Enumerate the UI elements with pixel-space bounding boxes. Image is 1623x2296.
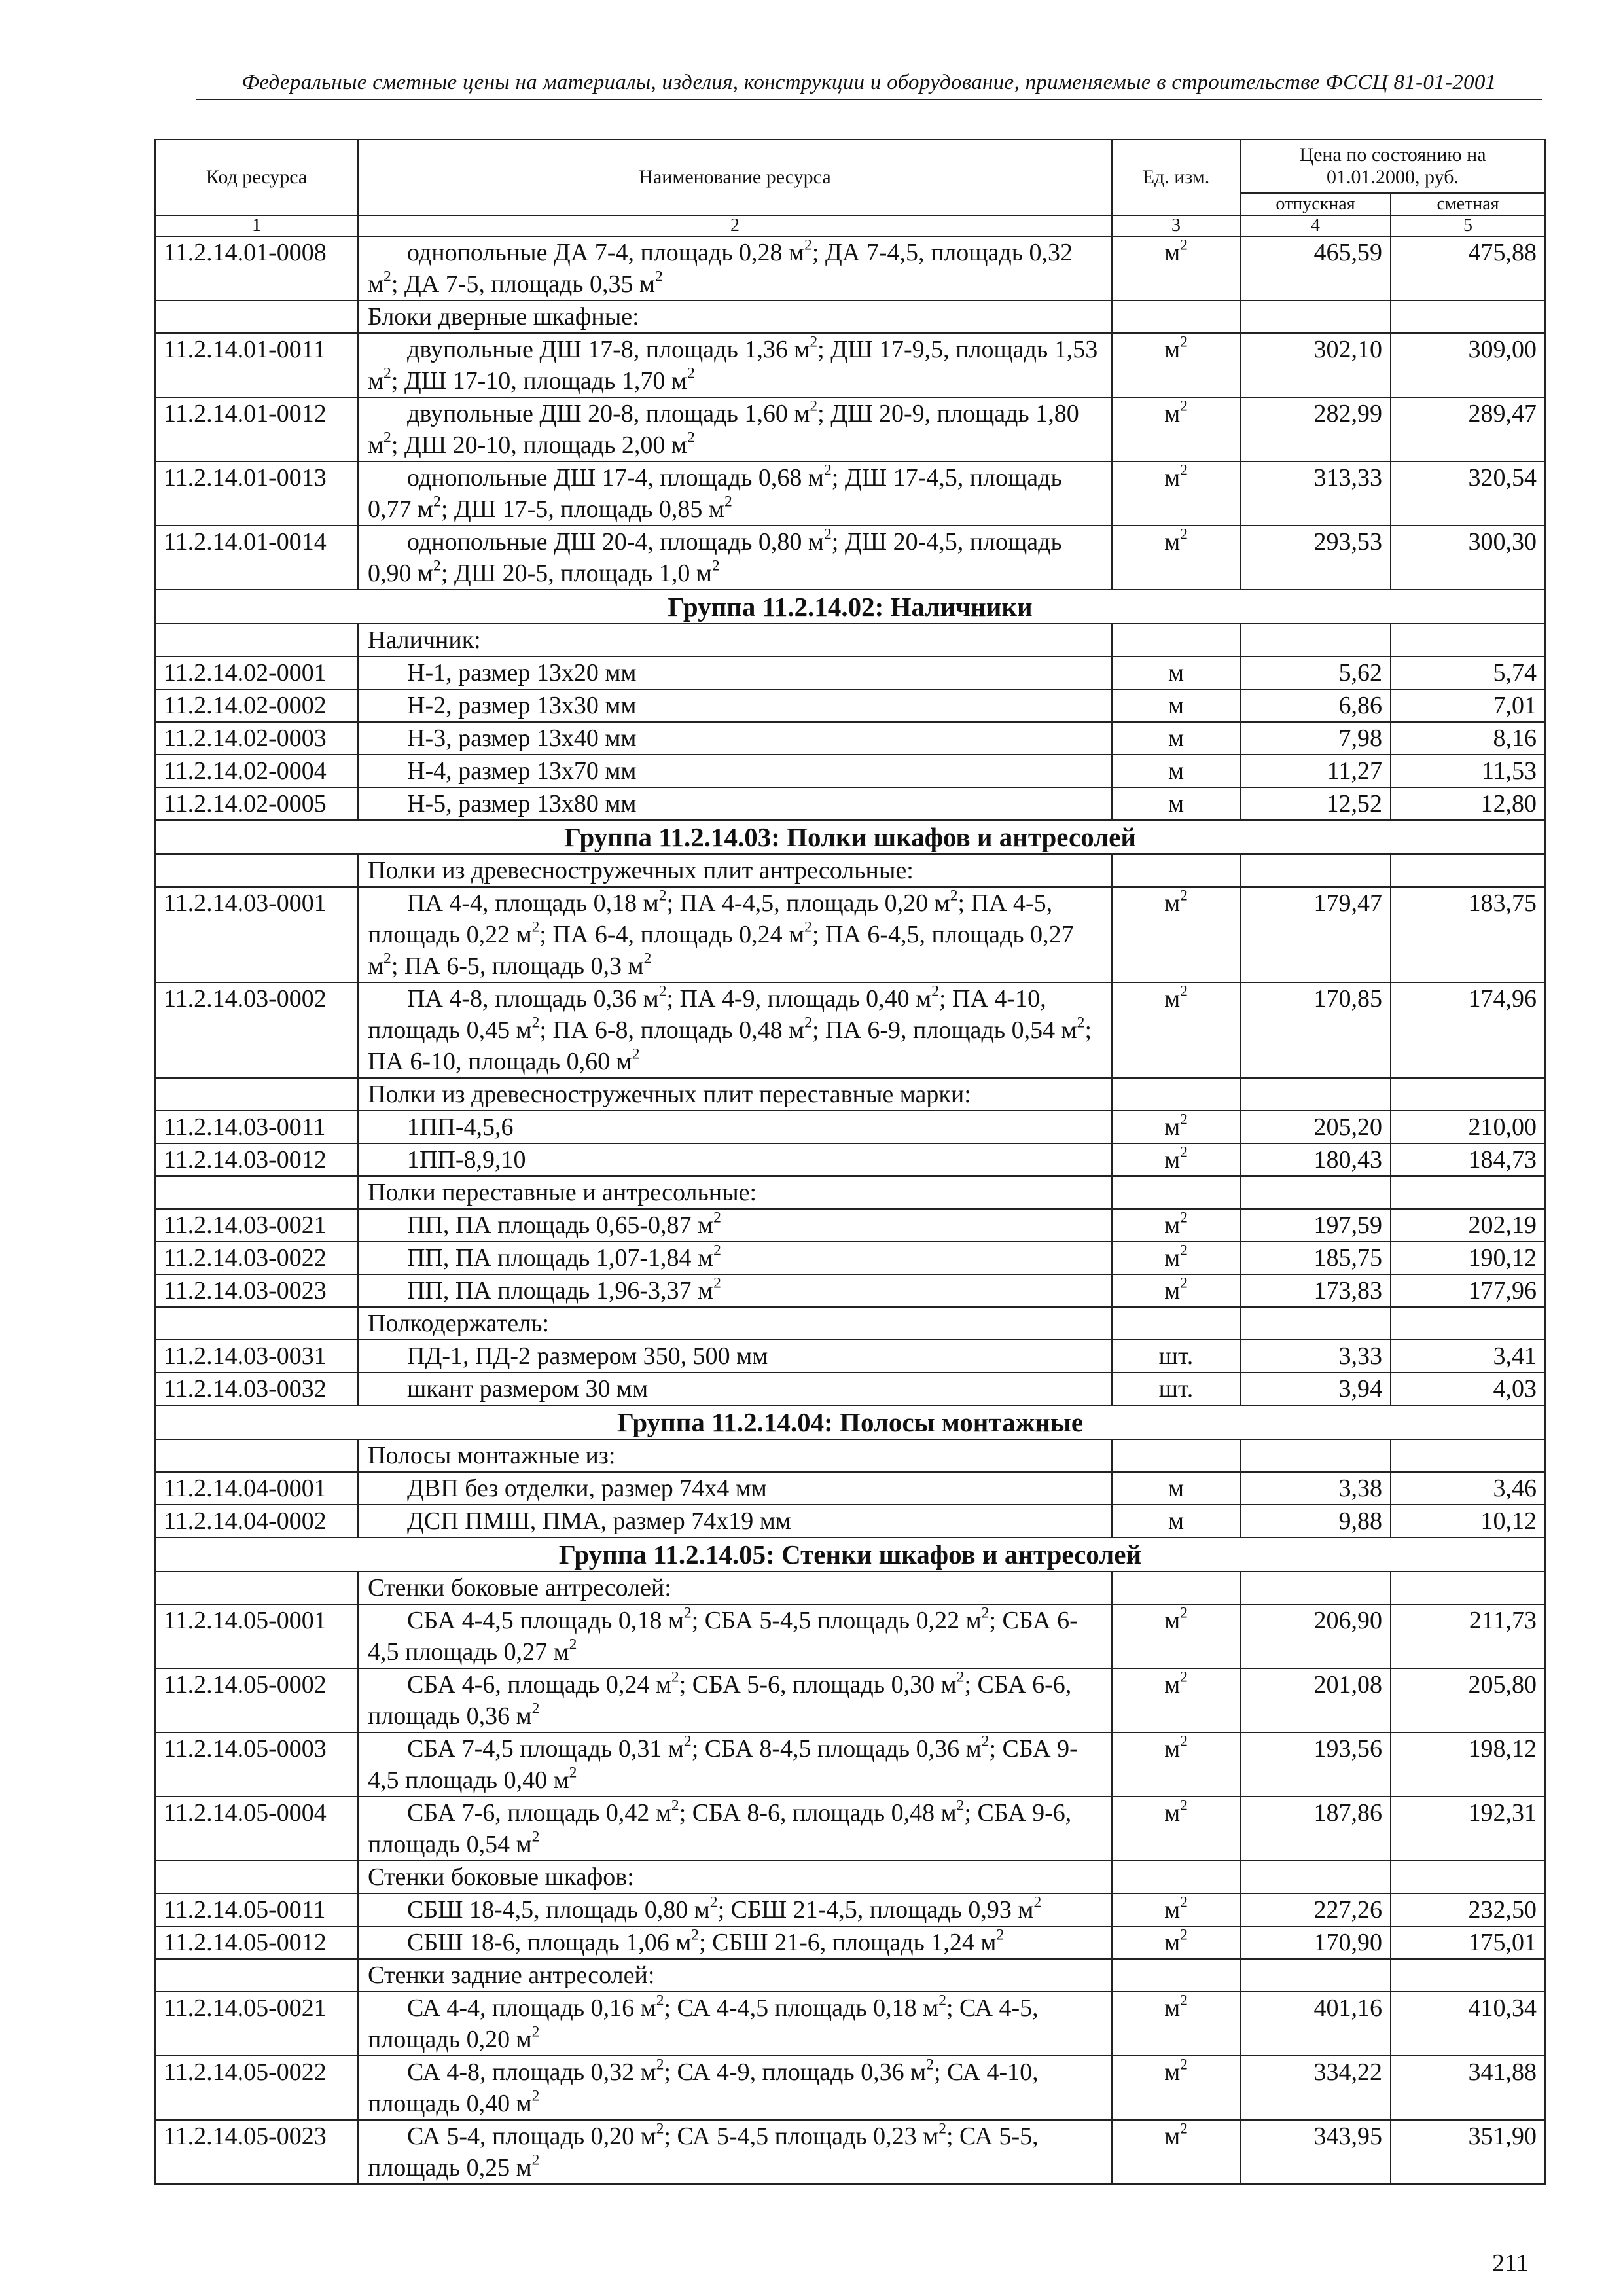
table-row [155,755,1545,787]
resource-code: 11.2.14.05-0004 [155,1797,358,1861]
resource-name [358,526,1112,590]
empty-cell [1240,624,1391,656]
table-row [155,1668,1545,1732]
table-row [155,787,1545,820]
estimate-price: 210,00 [1391,1111,1545,1143]
col-number: 3 [1112,215,1240,236]
empty-cell [1391,854,1545,887]
table-row [155,2120,1545,2184]
release-price: 185,75 [1240,1242,1391,1274]
unit: $м^2$ [1112,1732,1240,1797]
release-price: 302,10 [1240,333,1391,397]
empty-cell [1391,624,1545,656]
resource-name-text: СБА 4-4,5 площадь 0,18 $м^2$; СБА 5-4,5 площадь 0,22 $м^2$; СБА 6-4,5 площадь 0,27 $м^2$ [368,1604,1078,1666]
empty-cell [1391,1571,1545,1604]
col-header-code: Код ресурса [155,139,358,215]
resource-name-text: Н-4, размер 13х70 мм [407,757,637,785]
resource-name [358,689,1112,722]
resource-name-text: СА 5-4, площадь 0,20 $м^2$; СА 5-4,5 площадь 0,23 $м^2$; СА 5-5, площадь 0,25 $м^2$ [368,2120,1039,2181]
unit: $м^2$ [1112,1668,1240,1732]
empty-cell [1240,854,1391,887]
resource-name-text: шкант размером 30 мм [407,1375,649,1403]
resource-name [358,1732,1112,1797]
resource-name-text: двупольные ДШ 17-8, площадь 1,36 $м^2$; ДШ 17-9,5, площадь 1,53 $м^2$; ДШ 17-10, площадь 1,70 $м^2$ [368,333,1098,395]
estimate-price: 202,19 [1391,1209,1545,1242]
unit: $м^2$ [1112,1143,1240,1176]
unit: м [1112,787,1240,820]
col-number: 4 [1240,215,1391,236]
resource-name [358,656,1112,689]
resource-name [358,2056,1112,2120]
empty-cell [1112,854,1240,887]
estimate-price: 211,73 [1391,1604,1545,1668]
resource-name [358,2120,1112,2184]
estimate-price: 300,30 [1391,526,1545,590]
subheading: Стенки задние антресолей: [358,1959,1112,1992]
resource-code: 11.2.14.03-0002 [155,982,358,1078]
unit: $м^2$ [1112,333,1240,397]
estimate-price: 5,74 [1391,656,1545,689]
resource-name [358,1926,1112,1959]
resource-name-text: СБШ 18-6, площадь 1,06 $м^2$; СБШ 21-6, площадь 1,24 $м^2$ [407,1926,1005,1956]
table-row [155,1926,1545,1959]
empty-cell [1112,1959,1240,1992]
resource-code: 11.2.14.05-0001 [155,1604,358,1668]
empty-cell [1391,1176,1545,1209]
unit: $м^2$ [1112,1242,1240,1274]
subheading-row [155,854,1545,887]
resource-name [358,722,1112,755]
empty-cell [1112,1571,1240,1604]
empty-code-cell [155,300,358,333]
unit: $м^2$ [1112,397,1240,461]
empty-cell [1112,624,1240,656]
resource-code: 11.2.14.02-0004 [155,755,358,787]
release-price: 179,47 [1240,887,1391,982]
estimate-price: 10,12 [1391,1505,1545,1537]
unit: $м^2$ [1112,1274,1240,1307]
unit: шт. [1112,1340,1240,1372]
unit: $м^2$ [1112,1926,1240,1959]
table-row [155,887,1545,982]
table-row [155,1797,1545,1861]
release-price: 3,33 [1240,1340,1391,1372]
group-heading: Группа 11.2.14.05: Стенки шкафов и антресолей [155,1537,1545,1571]
resource-code: 11.2.14.01-0013 [155,461,358,526]
unit: $м^2$ [1112,1604,1240,1668]
resource-code: 11.2.14.05-0023 [155,2120,358,2184]
release-price: 3,94 [1240,1372,1391,1405]
resource-name [358,787,1112,820]
empty-code-cell [155,854,358,887]
estimate-price: 190,12 [1391,1242,1545,1274]
subheading-row [155,300,1545,333]
group-heading: Группа 11.2.14.03: Полки шкафов и антресолей [155,820,1545,854]
table-row [155,1893,1545,1926]
estimate-price: 205,80 [1391,1668,1545,1732]
col-header-name: Наименование ресурса [358,139,1112,215]
estimate-price: 410,34 [1391,1992,1545,2056]
resource-name-text: Н-1, размер 13х20 мм [407,659,637,687]
resource-name [358,1472,1112,1505]
table-row [155,689,1545,722]
group-heading: Группа 11.2.14.02: Наличники [155,590,1545,624]
resource-name-text: двупольные ДШ 20-8, площадь 1,60 $м^2$; ДШ 20-9, площадь 1,80 $м^2$; ДШ 20-10, площадь 2,00 $м^2$ [368,397,1079,459]
release-price: 193,56 [1240,1732,1391,1797]
table-row [155,1505,1545,1537]
subheading-row [155,1439,1545,1472]
estimate-price: 174,96 [1391,982,1545,1078]
resource-code: 11.2.14.01-0014 [155,526,358,590]
subheading: Полки из древесностружечных плит антресольные: [358,854,1112,887]
table-row [155,1209,1545,1242]
col-number: 5 [1391,215,1545,236]
subheading-row [155,1176,1545,1209]
group-heading-row [155,1537,1545,1571]
resource-name-text: ПА 4-4, площадь 0,18 $м^2$; ПА 4-4,5, площадь 0,20 $м^2$; ПА 4-5, площадь 0,22 $м^2$; ПА 6-4, площадь 0,24 $м^2$; ПА 6-4,5, площадь 0,27 $м^2$; ПА 6-5, площадь 0,3 $м^2$ [368,887,1074,980]
resource-code: 11.2.14.03-0023 [155,1274,358,1307]
empty-cell [1112,1078,1240,1111]
empty-code-cell [155,1078,358,1111]
unit: $м^2$ [1112,1893,1240,1926]
estimate-price: 7,01 [1391,689,1545,722]
release-price: 282,99 [1240,397,1391,461]
resource-name-text: СА 4-4, площадь 0,16 $м^2$; СА 4-4,5 площадь 0,18 $м^2$; СА 4-5, площадь 0,20 $м^2$ [368,1992,1039,2053]
estimate-price: 177,96 [1391,1274,1545,1307]
resource-name-text: СБА 4-6, площадь 0,24 $м^2$; СБА 5-6, площадь 0,30 $м^2$; СБА 6-6, площадь 0,36 $м^2$ [368,1668,1072,1730]
release-price: 227,26 [1240,1893,1391,1926]
unit: м [1112,755,1240,787]
resource-name [358,1372,1112,1405]
resource-name-text: ПП, ПА площадь 1,96-3,37 $м^2$ [407,1274,721,1304]
table-row [155,1111,1545,1143]
empty-cell [1240,1176,1391,1209]
table-row [155,461,1545,526]
empty-cell [1391,1078,1545,1111]
resource-code: 11.2.14.02-0001 [155,656,358,689]
unit: $м^2$ [1112,2056,1240,2120]
resource-code: 11.2.14.05-0012 [155,1926,358,1959]
release-price: 170,85 [1240,982,1391,1078]
empty-cell [1391,1861,1545,1893]
unit: м [1112,1505,1240,1537]
resource-name [358,755,1112,787]
unit: шт. [1112,1372,1240,1405]
resource-name-text: СБА 7-6, площадь 0,42 $м^2$; СБА 8-6, площадь 0,48 $м^2$; СБА 9-6, площадь 0,54 $м^2$ [368,1797,1072,1858]
subheading: Полки из древесностружечных плит переставные марки: [358,1078,1112,1111]
resource-name-text: 1ПП-4,5,6 [407,1113,514,1141]
empty-cell [1391,1959,1545,1992]
release-price: 465,59 [1240,236,1391,300]
release-price: 201,08 [1240,1668,1391,1732]
resource-code: 11.2.14.03-0022 [155,1242,358,1274]
resource-name-text: однопольные ДШ 17-4, площадь 0,68 $м^2$; ДШ 17-4,5, площадь 0,77 $м^2$; ДШ 17-5, площадь 0,85 $м^2$ [368,461,1062,523]
table-row [155,397,1545,461]
resource-name-text: 1ПП-8,9,10 [407,1146,526,1174]
empty-cell [1240,1439,1391,1472]
col-header-estimate: сметная [1391,193,1545,215]
empty-cell [1112,1861,1240,1893]
empty-cell [1391,1307,1545,1340]
subheading: Полки переставные и антресольные: [358,1176,1112,1209]
empty-code-cell [155,1439,358,1472]
estimate-price: 232,50 [1391,1893,1545,1926]
empty-cell [1112,1439,1240,1472]
resource-name [358,1992,1112,2056]
table-row [155,656,1545,689]
col-number: 1 [155,215,358,236]
empty-cell [1240,1861,1391,1893]
estimate-price: 341,88 [1391,2056,1545,2120]
unit: $м^2$ [1112,1992,1240,2056]
resource-code: 11.2.14.02-0005 [155,787,358,820]
resource-name-text: Н-2, размер 13х30 мм [407,692,637,719]
unit: м [1112,722,1240,755]
unit: $м^2$ [1112,2120,1240,2184]
empty-code-cell [155,1861,358,1893]
estimate-price: 3,41 [1391,1340,1545,1372]
estimate-price: 184,73 [1391,1143,1545,1176]
table-row [155,2056,1545,2120]
release-price: 170,90 [1240,1926,1391,1959]
subheading-row [155,1959,1545,1992]
col-header-price: Цена по состоянию на 01.01.2000, руб. [1240,139,1545,193]
resource-name [358,461,1112,526]
empty-cell [1240,1078,1391,1111]
estimate-price: 12,80 [1391,787,1545,820]
empty-cell [1112,1176,1240,1209]
estimate-price: 198,12 [1391,1732,1545,1797]
release-price: 5,62 [1240,656,1391,689]
empty-code-cell [155,1307,358,1340]
resource-code: 11.2.14.01-0012 [155,397,358,461]
resource-name [358,1242,1112,1274]
resource-name [358,1604,1112,1668]
estimate-price: 3,46 [1391,1472,1545,1505]
empty-cell [1240,1571,1391,1604]
resource-code: 11.2.14.02-0003 [155,722,358,755]
subheading: Стенки боковые шкафов: [358,1861,1112,1893]
table-row [155,1732,1545,1797]
resource-name [358,887,1112,982]
release-price: 205,20 [1240,1111,1391,1143]
estimate-price: 192,31 [1391,1797,1545,1861]
resource-code: 11.2.14.03-0021 [155,1209,358,1242]
resource-name [358,1505,1112,1537]
estimate-price: 309,00 [1391,333,1545,397]
release-price: 173,83 [1240,1274,1391,1307]
empty-cell [1240,1307,1391,1340]
table-row [155,333,1545,397]
estimate-price: 351,90 [1391,2120,1545,2184]
resource-name-text: однопольные ДШ 20-4, площадь 0,80 $м^2$; ДШ 20-4,5, площадь 0,90 $м^2$; ДШ 20-5, площадь 1,0 $м^2$ [368,526,1062,587]
unit: $м^2$ [1112,1209,1240,1242]
table-body [155,236,1545,2184]
resource-name-text: СБА 7-4,5 площадь 0,31 $м^2$; СБА 8-4,5 площадь 0,36 $м^2$; СБА 9-4,5 площадь 0,40 $м^2$ [368,1732,1078,1794]
release-price: 343,95 [1240,2120,1391,2184]
table-row [155,1472,1545,1505]
unit: $м^2$ [1112,887,1240,982]
resource-name [358,236,1112,300]
release-price: 11,27 [1240,755,1391,787]
empty-cell [1112,300,1240,333]
release-price: 206,90 [1240,1604,1391,1668]
resource-code: 11.2.14.03-0001 [155,887,358,982]
resource-code: 11.2.14.04-0002 [155,1505,358,1537]
subheading-row [155,1571,1545,1604]
resource-code: 11.2.14.03-0032 [155,1372,358,1405]
subheading: Блоки дверные шкафные: [358,300,1112,333]
resource-code: 11.2.14.04-0001 [155,1472,358,1505]
empty-cell [1240,300,1391,333]
table-row [155,1242,1545,1274]
estimate-price: 4,03 [1391,1372,1545,1405]
empty-code-cell [155,1959,358,1992]
table-row [155,982,1545,1078]
release-price: 187,86 [1240,1797,1391,1861]
subheading: Стенки боковые антресолей: [358,1571,1112,1604]
estimate-price: 8,16 [1391,722,1545,755]
resource-name [358,1668,1112,1732]
resource-code: 11.2.14.05-0022 [155,2056,358,2120]
resource-name [358,1143,1112,1176]
table-row [155,1604,1545,1668]
group-heading-row [155,1405,1545,1439]
resource-name [358,1274,1112,1307]
resource-name-text: однопольные ДА 7-4, площадь 0,28 $м^2$; ДА 7-4,5, площадь 0,32 $м^2$; ДА 7-5, площадь 0,35 $м^2$ [368,236,1073,298]
subheading-row [155,1078,1545,1111]
resource-name-text: Н-3, размер 13х40 мм [407,725,637,752]
resource-code: 11.2.14.05-0003 [155,1732,358,1797]
resource-name-text: ДСП ПМШ, ПМА, размер 74х19 мм [407,1507,791,1535]
release-price: 401,16 [1240,1992,1391,2056]
resource-code: 11.2.14.02-0002 [155,689,358,722]
table-row [155,236,1545,300]
resource-code: 11.2.14.01-0011 [155,333,358,397]
resource-name [358,1893,1112,1926]
empty-code-cell [155,1571,358,1604]
resource-name-text: Н-5, размер 13х80 мм [407,790,637,817]
unit: м [1112,1472,1240,1505]
empty-code-cell [155,1176,358,1209]
unit: $м^2$ [1112,526,1240,590]
resource-name-text: ПД-1, ПД-2 размером 350, 500 мм [407,1342,768,1370]
subheading-row [155,1307,1545,1340]
subheading: Наличник: [358,624,1112,656]
unit: $м^2$ [1112,461,1240,526]
table-row [155,1372,1545,1405]
col-header-release: отпускная [1240,193,1391,215]
resource-name [358,333,1112,397]
release-price: 293,53 [1240,526,1391,590]
table-row [155,722,1545,755]
empty-cell [1391,300,1545,333]
col-number: 2 [358,215,1112,236]
empty-cell [1240,1959,1391,1992]
table-row [155,1143,1545,1176]
release-price: 7,98 [1240,722,1391,755]
table-head [155,139,1545,236]
unit: $м^2$ [1112,236,1240,300]
estimate-price: 11,53 [1391,755,1545,787]
price-table-container [154,139,1544,2185]
subheading: Полосы монтажные из: [358,1439,1112,1472]
resource-code: 11.2.14.03-0011 [155,1111,358,1143]
page-number: 211 [1492,2250,1529,2277]
release-price: 180,43 [1240,1143,1391,1176]
group-heading: Группа 11.2.14.04: Полосы монтажные [155,1405,1545,1439]
resource-name [358,1111,1112,1143]
resource-name-text: СБШ 18-4,5, площадь 0,80 $м^2$; СБШ 21-4,5, площадь 0,93 $м^2$ [407,1893,1042,1924]
resource-name-text: ПП, ПА площадь 1,07-1,84 $м^2$ [407,1242,721,1272]
release-price: 12,52 [1240,787,1391,820]
col-header-unit: Ед. изм. [1112,139,1240,215]
resource-name [358,982,1112,1078]
table-row [155,1992,1545,2056]
release-price: 334,22 [1240,2056,1391,2120]
estimate-price: 183,75 [1391,887,1545,982]
unit: м [1112,689,1240,722]
resource-code: 11.2.14.01-0008 [155,236,358,300]
estimate-price: 175,01 [1391,1926,1545,1959]
estimate-price: 289,47 [1391,397,1545,461]
release-price: 6,86 [1240,689,1391,722]
empty-code-cell [155,624,358,656]
running-header: Федеральные сметные цены на материалы, изделия, конструкции и оборудование, применяемые в строительстве ФССЦ 81-01-2001 [196,71,1542,100]
resource-name [358,1340,1112,1372]
estimate-price: 320,54 [1391,461,1545,526]
table-row [155,1340,1545,1372]
resource-name-text: СА 4-8, площадь 0,32 $м^2$; СА 4-9, площадь 0,36 $м^2$; СА 4-10, площадь 0,40 $м^2$ [368,2056,1039,2117]
release-price: 197,59 [1240,1209,1391,1242]
resource-name [358,1209,1112,1242]
release-price: 3,38 [1240,1472,1391,1505]
unit: $м^2$ [1112,982,1240,1078]
unit: м [1112,656,1240,689]
subheading-row [155,624,1545,656]
unit: $м^2$ [1112,1797,1240,1861]
column-number-row [155,215,1545,236]
price-table [154,139,1546,2185]
resource-name-text: ПА 4-8, площадь 0,36 $м^2$; ПА 4-9, площадь 0,40 $м^2$; ПА 4-10, площадь 0,45 $м^2$; ПА 6-8, площадь 0,48 $м^2$; ПА 6-9, площадь 0,54 $м^2$; ПА 6-10, площадь 0,60 $м^2$ [368,982,1092,1075]
empty-cell [1112,1307,1240,1340]
resource-code: 11.2.14.03-0031 [155,1340,358,1372]
unit: $м^2$ [1112,1111,1240,1143]
group-heading-row [155,820,1545,854]
release-price: 9,88 [1240,1505,1391,1537]
resource-name-text: ДВП без отделки, размер 74х4 мм [407,1475,767,1502]
subheading: Полкодержатель: [358,1307,1112,1340]
table-row [155,526,1545,590]
subheading-row [155,1861,1545,1893]
estimate-price: 475,88 [1391,236,1545,300]
resource-name [358,397,1112,461]
empty-cell [1391,1439,1545,1472]
resource-code: 11.2.14.05-0011 [155,1893,358,1926]
group-heading-row [155,590,1545,624]
resource-code: 11.2.14.05-0002 [155,1668,358,1732]
resource-name [358,1797,1112,1861]
resource-code: 11.2.14.03-0012 [155,1143,358,1176]
resource-name-text: ПП, ПА площадь 0,65-0,87 $м^2$ [407,1209,721,1239]
release-price: 313,33 [1240,461,1391,526]
resource-code: 11.2.14.05-0021 [155,1992,358,2056]
table-row [155,1274,1545,1307]
